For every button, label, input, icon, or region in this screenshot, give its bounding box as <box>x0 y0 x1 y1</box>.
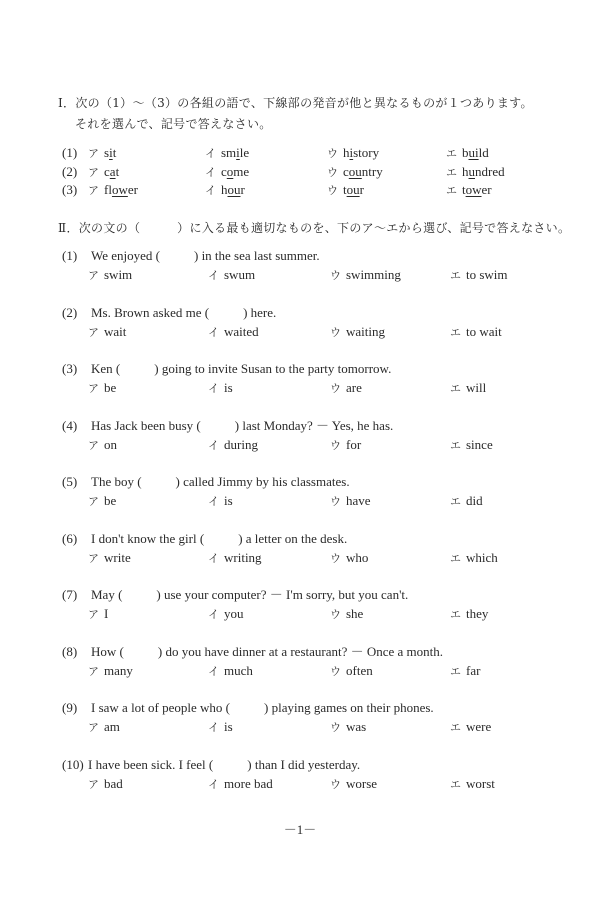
answer-option <box>88 663 133 680</box>
answer-option <box>330 719 366 736</box>
option-mark: エ <box>450 665 461 678</box>
answer-option <box>208 493 233 510</box>
option-mark: ア <box>88 147 99 160</box>
answer-option <box>88 324 126 341</box>
question <box>62 587 408 603</box>
question-text-after: ) in the sea last summer. <box>193 248 320 263</box>
question-number: (6) <box>62 531 78 546</box>
option-mark: イ <box>205 166 216 179</box>
option-mark: エ <box>446 166 457 179</box>
option-mark: エ <box>450 721 461 734</box>
answer-option <box>330 437 361 454</box>
option-text: am <box>104 719 120 734</box>
word-option <box>327 182 364 199</box>
question-text-after: ) a letter on the desk. <box>238 531 348 546</box>
option-mark: ウ <box>330 552 341 565</box>
question <box>62 361 391 377</box>
answer-option <box>450 719 491 736</box>
option-text: she <box>346 606 364 621</box>
question-text-before: Ken ( <box>91 361 121 376</box>
word-part: b <box>462 145 469 160</box>
option-mark: ア <box>88 269 99 282</box>
option-mark: エ <box>450 326 461 339</box>
option-text: for <box>346 437 362 452</box>
word-part: ld <box>478 145 489 160</box>
word-part: r <box>359 182 364 197</box>
question-number: (9) <box>62 700 78 715</box>
option-text: they <box>466 606 489 621</box>
answer-option <box>450 663 480 680</box>
underlined-part: ow <box>111 182 128 197</box>
word-option <box>88 182 138 199</box>
option-text: worse <box>346 776 378 791</box>
word-option <box>88 164 119 181</box>
option-mark: イ <box>208 778 219 791</box>
option-mark: イ <box>208 326 219 339</box>
option-mark: エ <box>446 147 457 160</box>
option-mark: ウ <box>330 382 341 395</box>
answer-option <box>330 663 373 680</box>
word-part: r <box>240 182 245 197</box>
item-number: (1) <box>62 145 78 160</box>
option-mark: エ <box>450 778 461 791</box>
word-part: t <box>112 145 117 160</box>
answer-option <box>450 493 483 510</box>
question-number: (1) <box>62 248 78 263</box>
option-word <box>343 164 383 179</box>
answer-option <box>88 437 117 454</box>
option-text: much <box>224 663 253 678</box>
option-text: more bad <box>224 776 273 791</box>
word-option <box>205 145 249 162</box>
option-mark: エ <box>450 439 461 452</box>
option-text: worst <box>466 776 495 791</box>
option-text: who <box>346 550 369 565</box>
underlined-part: ow <box>465 182 482 197</box>
option-mark: イ <box>208 552 219 565</box>
question-text-after: ) going to invite Susan to the party tomorrow. <box>154 361 392 376</box>
option-mark: ウ <box>330 495 341 508</box>
answer-option <box>450 550 498 567</box>
underlined-part: ou <box>227 182 241 197</box>
question-text-before: Has Jack been busy ( <box>91 418 201 433</box>
question-number: (5) <box>62 474 78 489</box>
word-part: t <box>115 164 120 179</box>
question-number: (2) <box>62 305 78 320</box>
underlined-part: ou <box>348 164 362 179</box>
question-text-before: How ( <box>91 644 124 659</box>
question-text-after: ) do you have dinner at a restaurant? － Once a month. <box>157 644 444 659</box>
option-text: swim <box>104 267 133 282</box>
word-part: c <box>104 164 110 179</box>
word-part: me <box>233 164 250 179</box>
option-mark: ア <box>88 184 99 197</box>
option-mark: ウ <box>330 269 341 282</box>
option-mark: イ <box>208 721 219 734</box>
option-mark: エ <box>446 184 457 197</box>
answer-option <box>330 380 362 397</box>
word-part: c <box>221 164 227 179</box>
question <box>62 474 350 490</box>
section1-instruction: それを選んで、記号で答えなさい。 <box>75 117 272 131</box>
word-part: er <box>481 182 492 197</box>
option-mark: エ <box>450 269 461 282</box>
option-mark: イ <box>208 382 219 395</box>
answer-option <box>88 380 116 397</box>
section1-heading: Ⅰ．次の（1）～（3）の各組の語で、下線部の発音が他と異なるものが１つあります。 <box>58 96 533 110</box>
word-part: s <box>104 145 110 160</box>
word-part: ndred <box>475 164 505 179</box>
option-mark: ア <box>88 552 99 565</box>
option-mark: エ <box>450 552 461 565</box>
underlined-part: ou <box>346 182 360 197</box>
option-mark: エ <box>450 608 461 621</box>
option-text: be <box>104 493 117 508</box>
option-text: be <box>104 380 117 395</box>
word-part: er <box>127 182 138 197</box>
word-part: fl <box>104 182 112 197</box>
option-mark: ウ <box>327 184 338 197</box>
option-word <box>221 164 249 179</box>
option-mark: ア <box>88 608 99 621</box>
underlined-part: i <box>349 145 354 160</box>
question-text-before: May ( <box>91 587 123 602</box>
section2-heading: Ⅱ．次の文の（ ）に入る最も適切なものを、下のア～エから選び、記号で答えなさい。 <box>58 221 571 235</box>
option-text: writing <box>224 550 262 565</box>
option-text: which <box>466 550 498 565</box>
underlined-part: u <box>468 164 475 179</box>
answer-option <box>330 606 363 623</box>
option-word <box>221 182 245 197</box>
option-text: during <box>224 437 258 452</box>
option-mark: ア <box>88 439 99 452</box>
option-text: you <box>224 606 244 621</box>
option-text: is <box>224 493 233 508</box>
word-part: t <box>462 182 466 197</box>
option-mark: ア <box>88 778 99 791</box>
option-word <box>343 145 379 160</box>
option-word <box>462 182 492 197</box>
option-text: write <box>104 550 131 565</box>
question <box>62 305 276 321</box>
option-mark: ア <box>88 495 99 508</box>
answer-option <box>450 380 486 397</box>
option-mark: エ <box>450 495 461 508</box>
question-text-after: ) here. <box>243 305 277 320</box>
question-text-after: ) called Jimmy by his classmates. <box>175 474 350 489</box>
option-text: swum <box>224 267 256 282</box>
option-text: I <box>104 606 109 621</box>
option-text: wait <box>104 324 127 339</box>
underlined-part: i <box>109 145 113 160</box>
question <box>62 248 320 264</box>
answer-option <box>88 776 123 793</box>
answer-option <box>208 776 273 793</box>
option-word <box>462 145 489 160</box>
option-mark: ウ <box>330 608 341 621</box>
question-text-before: I don't know the girl ( <box>91 531 205 546</box>
question <box>62 757 360 773</box>
option-mark: ウ <box>327 147 338 160</box>
question-text-after: ) than I did yesterday. <box>247 757 361 772</box>
underlined-part: ui <box>468 145 479 160</box>
question <box>62 531 347 547</box>
answer-option <box>88 550 131 567</box>
option-mark: ウ <box>330 778 341 791</box>
option-word <box>343 182 364 197</box>
option-mark: ウ <box>330 439 341 452</box>
option-mark: イ <box>205 147 216 160</box>
option-word <box>104 145 116 160</box>
option-mark: ウ <box>327 166 338 179</box>
option-mark: ア <box>88 166 99 179</box>
option-text: since <box>466 437 493 452</box>
answer-option <box>208 719 233 736</box>
option-text: are <box>346 380 362 395</box>
question-number: (3) <box>62 361 78 376</box>
option-text: is <box>224 380 233 395</box>
word-part: t <box>343 182 347 197</box>
option-text: were <box>466 719 492 734</box>
option-text: waiting <box>346 324 385 339</box>
option-mark: ア <box>88 721 99 734</box>
page-number: －1－ <box>283 822 317 837</box>
answer-option <box>450 437 493 454</box>
word-option <box>88 145 116 162</box>
answer-option <box>208 380 233 397</box>
option-text: did <box>466 493 483 508</box>
option-mark: イ <box>208 495 219 508</box>
question <box>62 700 434 716</box>
question-text-after: ) last Monday? － Yes, he has. <box>234 418 394 433</box>
option-text: far <box>466 663 481 678</box>
option-text: was <box>346 719 367 734</box>
option-text: will <box>466 380 487 395</box>
option-text: many <box>104 663 133 678</box>
answer-option <box>208 437 258 454</box>
option-text: is <box>224 719 233 734</box>
question <box>62 418 393 434</box>
option-word <box>462 164 505 179</box>
question-text-before: Ms. Brown asked me ( <box>91 305 210 320</box>
word-option <box>205 164 249 181</box>
word-option <box>205 182 245 199</box>
word-option <box>327 164 383 181</box>
option-word <box>104 164 119 179</box>
question-text-before: I saw a lot of people who ( <box>91 700 230 715</box>
underlined-part: a <box>109 164 116 179</box>
option-word <box>104 182 138 197</box>
option-text: swimming <box>346 267 401 282</box>
word-part: h <box>343 145 350 160</box>
underlined-part: o <box>226 164 234 179</box>
option-mark: ア <box>88 326 99 339</box>
question-number: (8) <box>62 644 78 659</box>
word-option <box>327 145 379 162</box>
answer-option <box>450 606 488 623</box>
answer-option <box>450 324 502 341</box>
answer-option <box>330 776 377 793</box>
word-part: c <box>343 164 349 179</box>
question-text-after: ) playing games on their phones. <box>264 700 434 715</box>
word-part: ntry <box>361 164 383 179</box>
option-text: to wait <box>466 324 502 339</box>
option-text: on <box>104 437 117 452</box>
answer-option <box>208 324 259 341</box>
answer-option <box>330 267 401 284</box>
option-mark: イ <box>205 184 216 197</box>
word-option <box>446 182 492 199</box>
answer-option <box>88 606 108 623</box>
answer-option <box>330 324 385 341</box>
option-mark: エ <box>450 382 461 395</box>
question <box>62 644 443 660</box>
option-mark: イ <box>208 269 219 282</box>
answer-option <box>88 267 132 284</box>
question-text-before: We enjoyed ( <box>91 248 160 263</box>
word-part: story <box>353 145 380 160</box>
question-number: (10) <box>62 757 84 772</box>
option-mark: ア <box>88 665 99 678</box>
underlined-part: i <box>236 145 240 160</box>
option-mark: ア <box>88 382 99 395</box>
option-text: waited <box>224 324 259 339</box>
option-word <box>221 145 249 160</box>
question-number: (4) <box>62 418 78 433</box>
word-part: h <box>221 182 228 197</box>
word-part: h <box>462 164 469 179</box>
answer-option <box>208 663 253 680</box>
option-mark: イ <box>208 665 219 678</box>
option-text: have <box>346 493 371 508</box>
answer-option <box>208 550 262 567</box>
word-option <box>446 164 505 181</box>
answer-option <box>450 776 495 793</box>
answer-option <box>208 606 244 623</box>
option-mark: イ <box>208 439 219 452</box>
answer-option <box>208 267 255 284</box>
option-text: to swim <box>466 267 508 282</box>
answer-option <box>330 550 368 567</box>
option-text: often <box>346 663 373 678</box>
word-part: sm <box>221 145 237 160</box>
word-option <box>446 145 489 162</box>
question-text-before: The boy ( <box>91 474 142 489</box>
answer-option <box>88 719 120 736</box>
answer-option <box>450 267 508 284</box>
option-mark: ウ <box>330 721 341 734</box>
option-mark: イ <box>208 608 219 621</box>
item-number: (2) <box>62 164 78 179</box>
question-text-after: ) use your computer? － I'm sorry, but you can't. <box>156 587 409 602</box>
option-mark: ウ <box>330 665 341 678</box>
word-part: le <box>239 145 250 160</box>
question-text-before: I have been sick. I feel ( <box>88 757 214 772</box>
answer-option <box>330 493 371 510</box>
answer-option <box>88 493 116 510</box>
option-mark: ウ <box>330 326 341 339</box>
option-text: bad <box>104 776 123 791</box>
item-number: (3) <box>62 182 78 197</box>
question-number: (7) <box>62 587 78 602</box>
